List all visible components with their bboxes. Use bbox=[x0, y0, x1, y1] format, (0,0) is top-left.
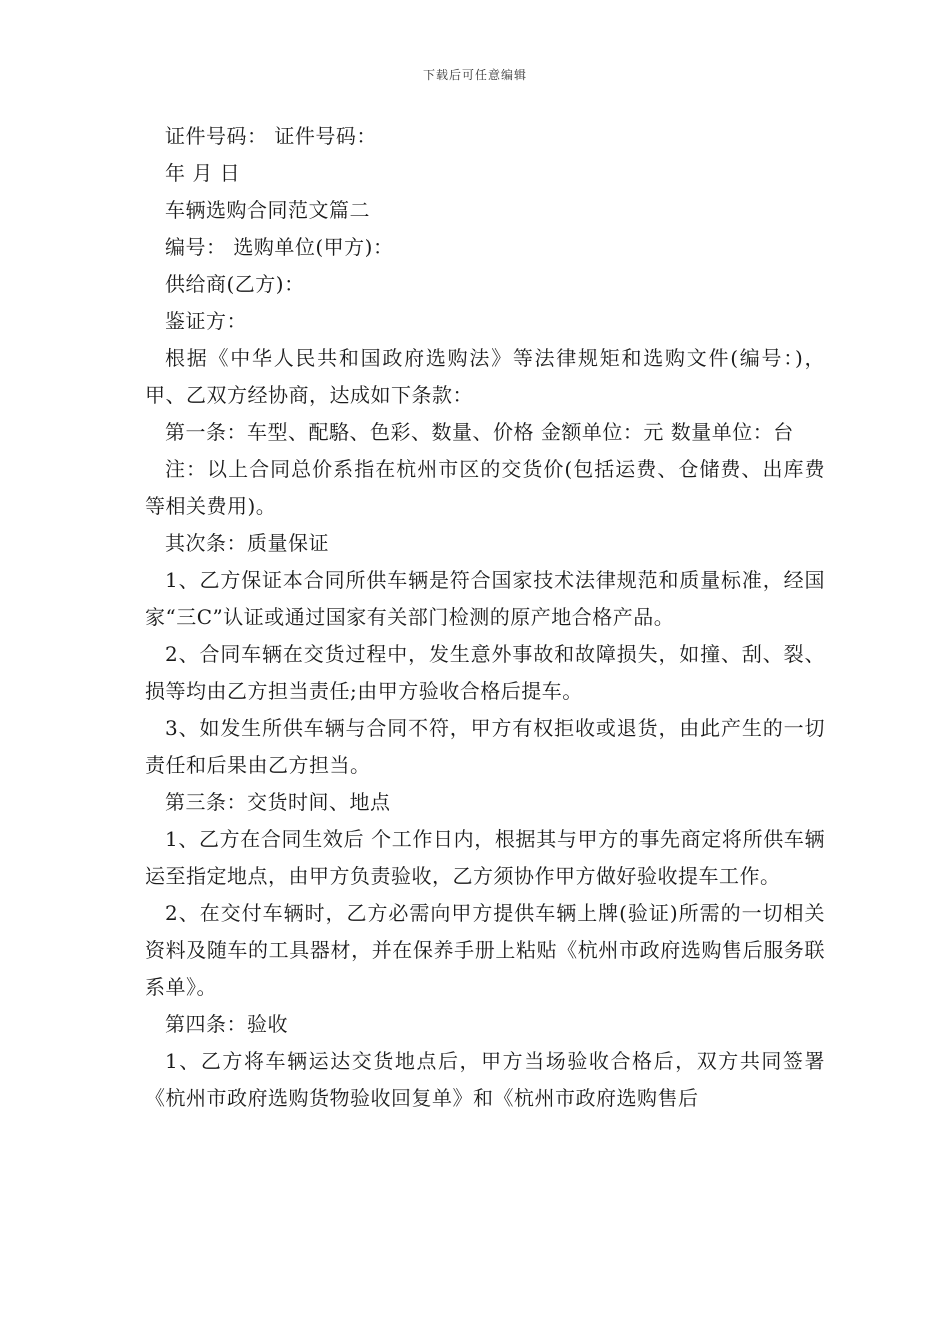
article-heading: 第三条：交货时间、地点 bbox=[165, 790, 391, 814]
paragraph: 3、如发生所供车辆与合同不符，甲方有权拒收或退货，由此产生的一切责任和后果由乙方担当。 bbox=[145, 716, 825, 777]
article-heading: 第一条：车型、配駱、色彩、数量、价格 金额单位：元 数量单位：台 bbox=[165, 420, 794, 444]
paragraph: 编号： 选购单位(甲方)： bbox=[165, 235, 394, 259]
paragraph: 根据《中华人民共和国政府选购法》等法律规矩和选购文件(编号：)，甲、乙双方经协商，达成如下条款： bbox=[145, 346, 825, 407]
page-header: 下载后可任意编辑 bbox=[422, 68, 527, 82]
article-heading: 第四条：验收 bbox=[165, 1012, 288, 1036]
paragraph: 1、乙方保证本合同所供车辆是符合国家技术法律规范和质量标准，经国家“三C”认证或通过国家有关部门检测的原产地合格产品。 bbox=[145, 568, 825, 629]
paragraph: 2、在交付车辆时，乙方必需向甲方提供车辆上牌(验证)所需的一切相关资料及随车的工具器材，并在保养手册上粘贴《杭州市政府选购售后服务联系单》。 bbox=[145, 901, 825, 999]
paragraph: 年 月 日 bbox=[165, 161, 241, 185]
document-body bbox=[145, 118, 825, 1117]
paragraph: 1、乙方在合同生效后 个工作日内，根据其与甲方的事先商定将所供车辆运至指定地点，由甲方负责验收，乙方须协作甲方做好验收提车工作。 bbox=[145, 827, 825, 888]
paragraph: 供给商(乙方)： bbox=[165, 272, 305, 296]
paragraph: 1、乙方将车辆运达交货地点后，甲方当场验收合格后，双方共同签署《杭州市政府选购货物验收回复单》和《杭州市政府选购售后 bbox=[145, 1049, 825, 1110]
paragraph: 鉴证方： bbox=[165, 309, 247, 333]
paragraph: 2、合同车辆在交货过程中，发生意外事故和故障损失，如撞、刮、裂、损等均由乙方担当责任;由甲方验收合格后提车。 bbox=[145, 642, 825, 703]
section-title: 车辆选购合同范文篇二 bbox=[165, 198, 370, 222]
article-heading: 其次条：质量保证 bbox=[165, 531, 329, 555]
paragraph: 注：以上合同总价系指在杭州市区的交货价(包括运费、仓储费、出库费等相关费用)。 bbox=[145, 457, 825, 518]
paragraph: 证件号码： 证件号码： bbox=[165, 124, 377, 148]
